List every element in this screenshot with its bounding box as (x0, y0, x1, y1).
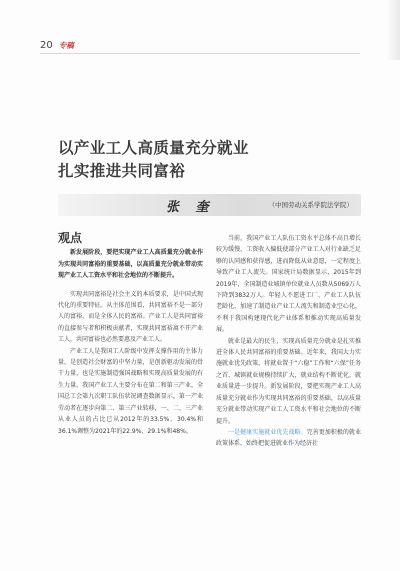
article-title (58, 136, 249, 182)
paragraph-rest: 完善更加积极的就业政策体系，始终把促进就业作为经济社 (216, 428, 361, 448)
body-paragraph (216, 427, 361, 450)
highlighted-lead: 一是健康实施就业优先战略。 (228, 428, 307, 436)
page-corner-shade (386, 0, 400, 60)
viewpoint-heading: 观点 (58, 231, 83, 245)
body-paragraph: 实现共同富裕是社会主义的本质要求，是中国式现代化的重要特征。从主体范围看，共同富裕不是一部分人的富裕，而是全体人民的富裕。产业工人是共同富裕的直接参与者和积极贡献者，实现共同富裕离不开产业工人，共同富裕也必然要惠及产业工人。 (58, 290, 203, 344)
author-bar (58, 194, 361, 216)
author-name: 张 奎 (166, 200, 215, 215)
page-number: 20 (40, 40, 53, 51)
header-divider (40, 53, 360, 54)
section-label: 专稿 (58, 41, 74, 50)
abstract-paragraph: 新发展阶段，要把实现产业工人高质量充分就业作为实现共同富裕的重要基础，以高质量充分就业带动实现产业工人工资水平和社会地位的不断提升。 (58, 249, 203, 280)
author-affiliation: （中国劳动关系学院法学院） (268, 201, 353, 209)
left-column (58, 233, 203, 437)
right-column (216, 233, 361, 450)
title-line-2: 扎实推进共同富裕 (58, 161, 186, 180)
title-line-1: 以产业工人高质量充分就业 (58, 138, 249, 157)
body-paragraph: 就业是最大的民生，实现高质量充分就业是扎实推进全体人民共同富裕的重要基础。近年来，我国大力实施就业优先政策，将就业置于“六稳”工作和“六保”任务之首，城镇就业规模持续扩大，就业结构不断优化，就业质量进一步提升。新发展阶段，要把实现产业工人高质量充分就业作为实现共同富裕的重要基础，以高质量充分就业带动实现产业工人工资水平和社会地位的不断提升。 (216, 337, 361, 425)
page-header (40, 40, 74, 51)
body-paragraph: 产业工人是我国工人阶级中发挥支撑作用的主体力量，是创造社会财富的中坚力量，是创新驱动发展的骨干力量，也是实施制造强国战略和实现高质量发展的有生力量。我国产业工人主要分布在第二和第三产业，全国总工会第九次职工队伍状况调查数据显示，第一产业劳动者在逐步向第二、第三产业转移，一、二、三产业从业人员的占比已从2012年的33.5%、30.4%和36.1%调整为2021年的22.9%、29.1%和48%。 (58, 347, 203, 435)
body-paragraph: 当前，我国产业工人队伍工资水平总体不高且增长较为缓慢，工资收入偏低使部分产业工人对行业缺乏足够的认同感和获得感，进而降低从业意愿，一定程度上导致产业工人流失。国家统计局数据显示，2015年到2019年，全国制造业城镇单位就业人员数从5069万人下降到3832万人。年轻人不愿进工厂、产业工人队伍老龄化，加速了制造业产业工人流失和制造业空心化，不利于我国构建现代化产业体系和推动实现高质量发展。 (216, 235, 361, 334)
